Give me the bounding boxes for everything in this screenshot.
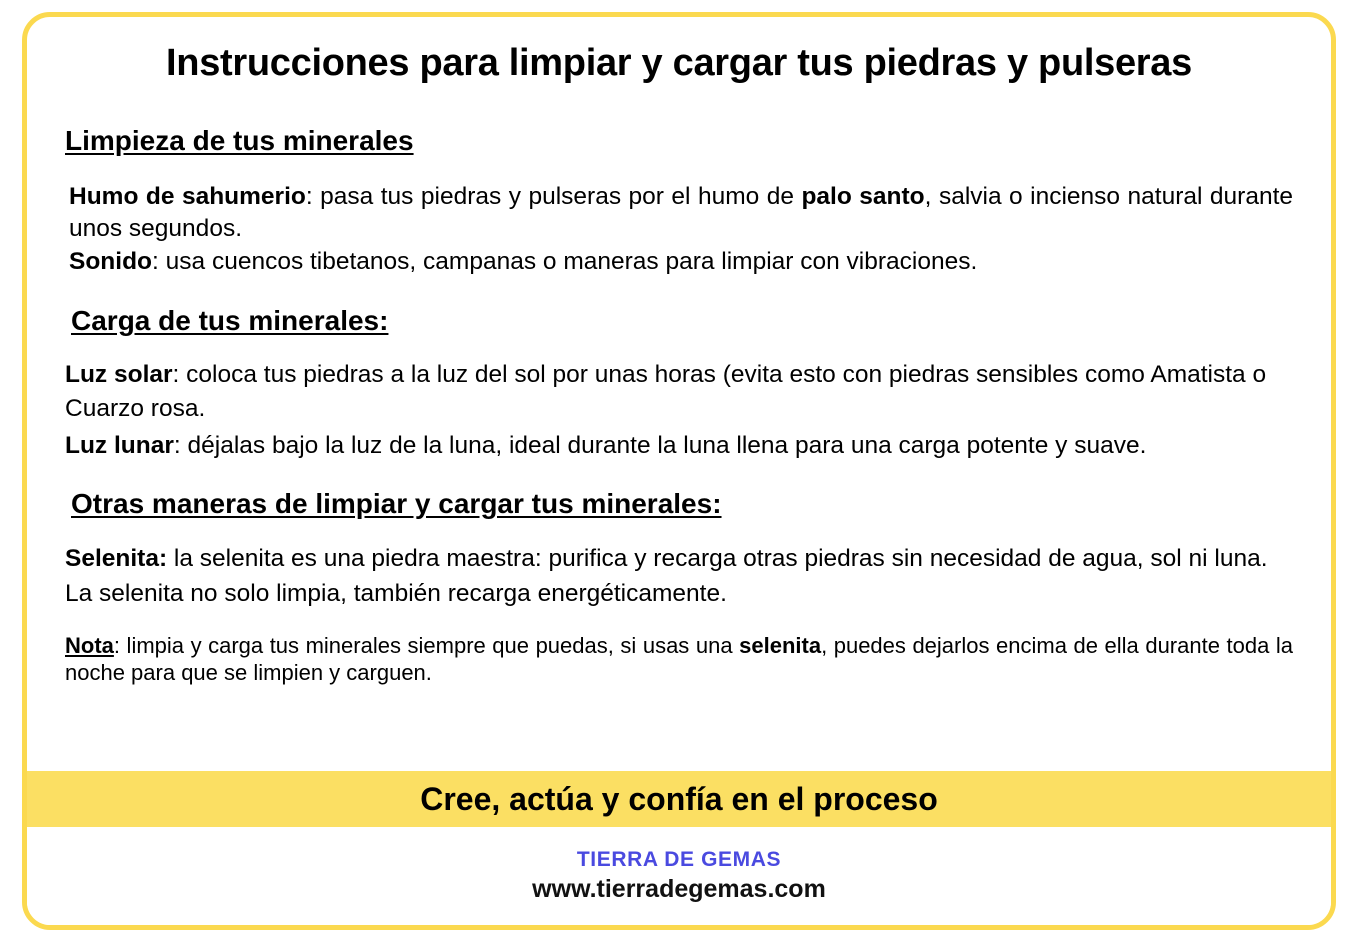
lead-luz-lunar: Luz lunar [65, 432, 174, 460]
paragraph-humo-de-sahumerio [69, 181, 1293, 244]
lead-nota: Nota [65, 632, 114, 658]
paragraph-sonido [69, 246, 1293, 277]
paragraph-selenita [65, 542, 1293, 612]
document-card [22, 12, 1336, 930]
lead-sonido: Sonido [69, 247, 153, 275]
banner-text: Cree, actúa y confía en el proceso [420, 781, 938, 817]
text-humo-part1: : pasa tus piedras y pulseras por el humo de [305, 183, 802, 211]
paragraph-nota [65, 632, 1293, 687]
text-nota-part1: : limpia y carga tus minerales siempre que puedas, si usas una [113, 632, 740, 658]
section-heading-otras-maneras: Otras maneras de limpiar y cargar tus minerales: [71, 488, 722, 519]
text-luz-solar: : coloca tus piedras a la luz del sol por unas horas (evita esto con piedras sensibles como Amatista o Cuarzo rosa. [65, 360, 1267, 423]
paragraph-luz-solar [65, 358, 1293, 428]
text-humo-part2: , salvia o incienso natural durante unos segundos. [69, 183, 1294, 242]
lead-humo-de-sahumerio: Humo de sahumerio [69, 183, 306, 211]
document-footer [27, 827, 1331, 925]
text-sonido: : usa cuencos tibetanos, campanas o maneras para limpiar con vibraciones. [152, 247, 978, 275]
text-nota-part2: , puedes dejarlos encima de ella durante toda la noche para que se limpien y carguen. [65, 632, 1293, 686]
text-selenita: la selenita es una piedra maestra: purifica y recarga otras piedras sin necesidad de agua, sol ni luna. La selenita no solo limpia, también recarga energéticamente. [65, 545, 1268, 608]
page-title: Instrucciones para limpiar y cargar tus piedras y pulseras [166, 42, 1192, 84]
text-luz-lunar: : déjalas bajo la luz de la luna, ideal durante la luna llena para una carga potente y suave. [173, 432, 1147, 460]
emphasis-selenita: selenita [739, 632, 822, 658]
lead-luz-solar: Luz solar [65, 360, 173, 388]
website-url: www.tierradegemas.com [532, 875, 826, 903]
section-heading-carga: Carga de tus minerales: [71, 305, 389, 337]
highlight-banner [27, 771, 1331, 827]
section-heading-limpieza: Limpieza de tus minerales [65, 124, 414, 156]
brand-name: TIERRA DE GEMAS [576, 848, 782, 871]
lead-selenita: Selenita: [65, 545, 168, 573]
emphasis-palo-santo: palo santo [801, 183, 925, 211]
document-body [27, 17, 1331, 771]
paragraph-luz-lunar [65, 429, 1293, 464]
